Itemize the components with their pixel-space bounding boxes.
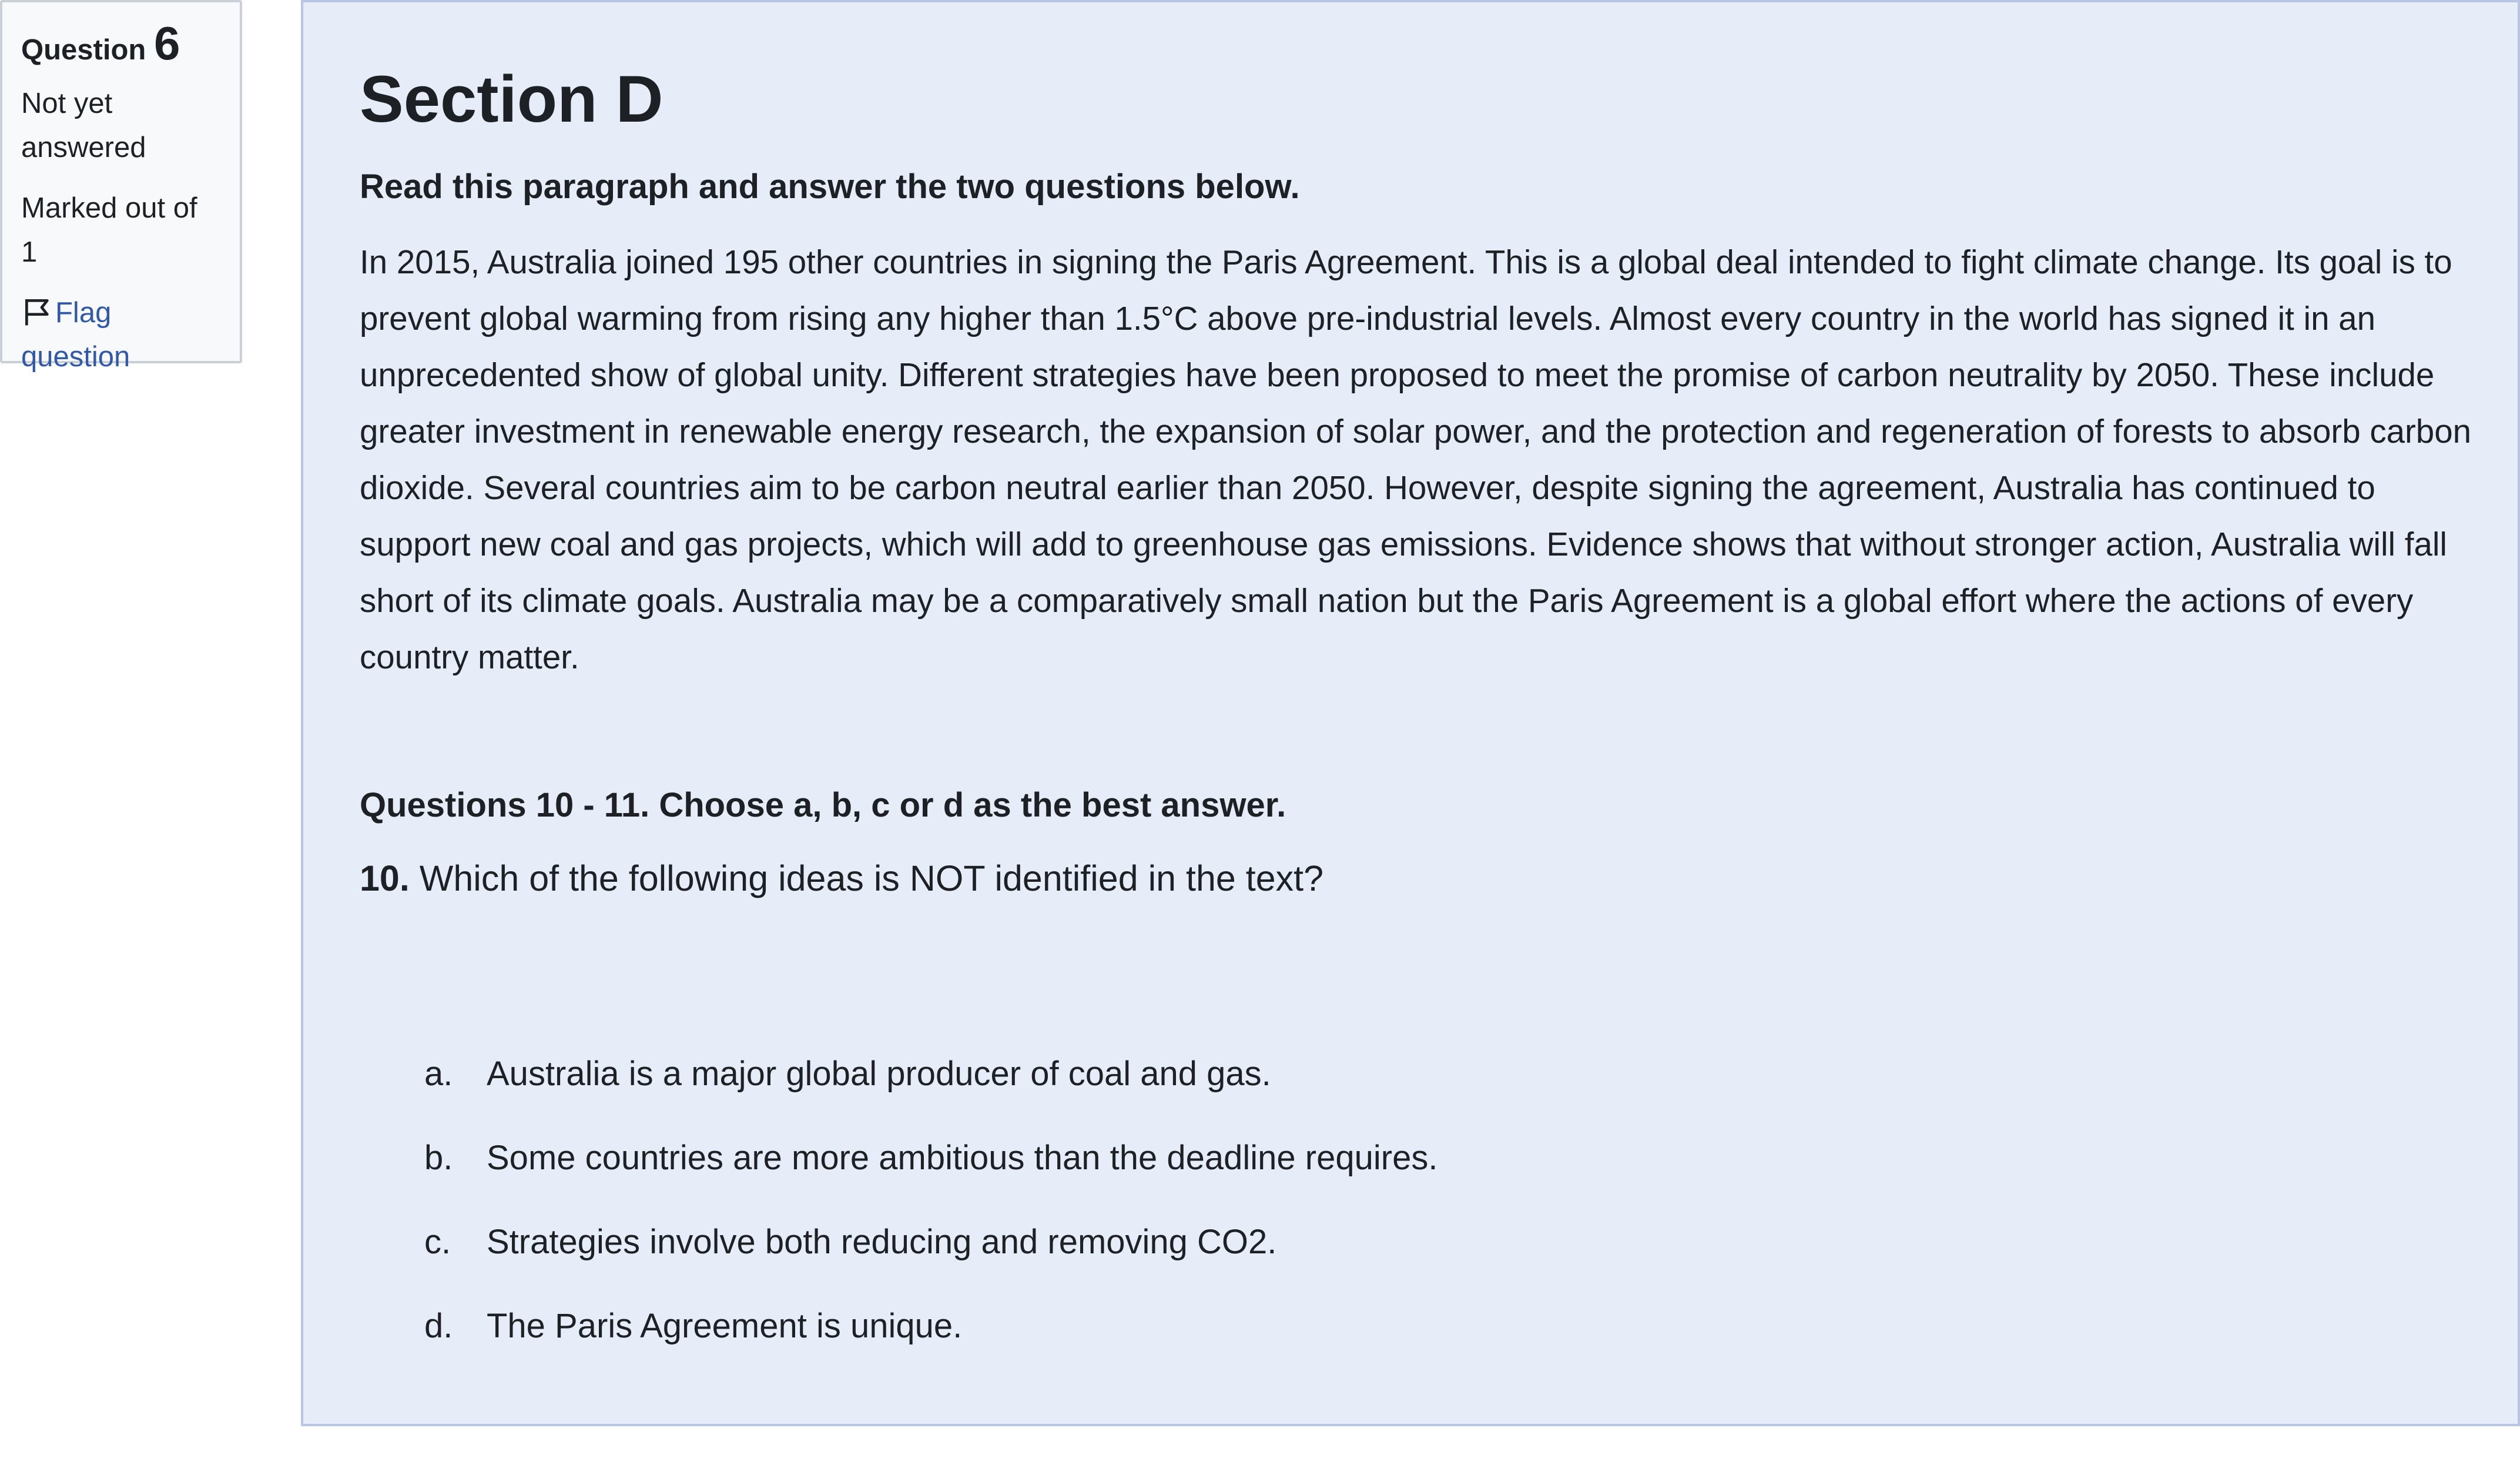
question-text-number: 10.: [360, 858, 410, 898]
answer-letter: c.: [424, 1223, 451, 1261]
flag-question-link[interactable]: [21, 291, 221, 379]
answer-option-a[interactable]: [424, 1048, 1437, 1132]
answer-options: [424, 1048, 1437, 1384]
flag-label-line2[interactable]: question: [21, 341, 130, 373]
answer-text[interactable]: Strategies involve both reducing and removing CO2.: [487, 1223, 1277, 1261]
flag-label-line1[interactable]: Flag: [55, 297, 112, 329]
question-state-line1: Not yet: [21, 88, 113, 119]
answer-letter: d.: [424, 1307, 453, 1345]
answer-letter: b.: [424, 1139, 453, 1177]
answer-text[interactable]: Australia is a major global producer of coal and gas.: [487, 1055, 1271, 1093]
reading-paragraph: In 2015, Australia joined 195 other countries in signing the Paris Agreement. This is a global deal intended to fight climate change. Its goal is to prevent global warming from rising any higher than 1.5°C above pre-industrial levels. Almost every country in the world has signed it in an unprecedented show of global unity. Different strategies have been proposed to meet the promise of carbon neutrality by 2050. These include greater investment in renewable energy research, the expansion of solar power, and the protection and regeneration of forests to absorb carbon dioxide. Several countries aim to be carbon neutral earlier than 2050. However, despite signing the agreement, Australia has continued to support new coal and gas projects, which will add to greenhouse gas emissions. Evidence shows that without stronger action, Australia will fall short of its climate goals. Australia may be a comparatively small nation but the Paris Agreement is a global effort where the actions of every country matter.: [360, 243, 2472, 675]
answer-text[interactable]: Some countries are more ambitious than the deadline requires.: [487, 1139, 1438, 1177]
flag-outline-icon[interactable]: [21, 295, 54, 328]
questions-heading: Questions 10 - 11. Choose a, b, c or d as the best answer.: [360, 786, 1286, 824]
answer-text[interactable]: The Paris Agreement is unique.: [487, 1307, 963, 1345]
question-number-heading: [21, 18, 221, 76]
question-number: 6: [153, 17, 180, 69]
answer-option-c[interactable]: [424, 1216, 1437, 1300]
question-state: [21, 82, 221, 170]
question-content: [301, 0, 2520, 1426]
answer-option-d[interactable]: [424, 1300, 1437, 1384]
section-title: Section D: [360, 62, 663, 136]
question-state-line2: answered: [21, 132, 146, 163]
answer-letter: a.: [424, 1055, 453, 1093]
reading-instruction: Read this paragraph and answer the two questions below.: [360, 168, 1300, 206]
question-text-body: Which of the following ideas is NOT identified in the text?: [419, 858, 1323, 898]
question-info-panel: [0, 0, 242, 373]
question-text: [360, 854, 1323, 903]
answer-option-b[interactable]: [424, 1132, 1437, 1216]
question-grade: Marked out of 1: [21, 192, 197, 268]
question-label: Question: [21, 34, 146, 66]
